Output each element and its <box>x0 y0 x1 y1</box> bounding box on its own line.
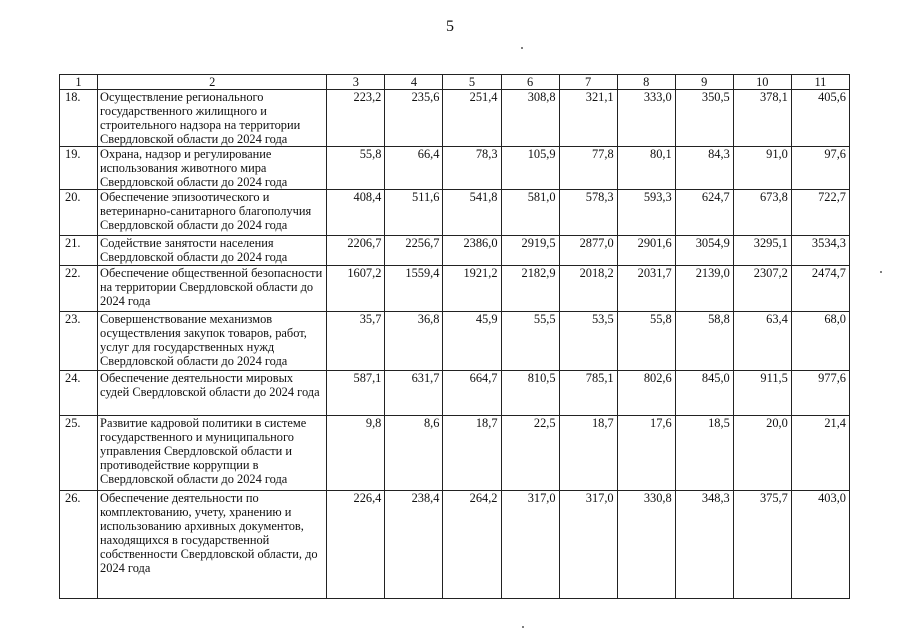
value-cell: 911,5 <box>733 371 791 416</box>
value-cell: 238,4 <box>385 491 443 599</box>
value-cell: 348,3 <box>675 491 733 599</box>
value-cell: 2182,9 <box>501 266 559 312</box>
row-number: 21. <box>60 236 98 266</box>
value-cell: 18,7 <box>443 416 501 491</box>
value-cell: 55,8 <box>617 312 675 371</box>
value-cell: 2139,0 <box>675 266 733 312</box>
header-row <box>60 75 850 90</box>
value-cell: 66,4 <box>385 147 443 190</box>
row-number: 25. <box>60 416 98 491</box>
column-header: 3 <box>327 75 385 90</box>
value-cell: 664,7 <box>443 371 501 416</box>
value-cell: 2474,7 <box>791 266 849 312</box>
value-cell: 18,7 <box>559 416 617 491</box>
row-number: 26. <box>60 491 98 599</box>
value-cell: 21,4 <box>791 416 849 491</box>
program-name: Содействие занятости населения Свердловской области до 2024 года <box>98 236 327 266</box>
value-cell: 375,7 <box>733 491 791 599</box>
program-name: Развитие кадровой политики в системе государственного и муниципального управления Свердловской области и противодействие коррупции в Свердловской области до 2024 года <box>98 416 327 491</box>
value-cell: 378,1 <box>733 90 791 147</box>
value-cell: 22,5 <box>501 416 559 491</box>
value-cell: 3534,3 <box>791 236 849 266</box>
value-cell: 511,6 <box>385 190 443 236</box>
value-cell: 2018,2 <box>559 266 617 312</box>
program-name: Обеспечение деятельности мировых судей Свердловской области до 2024 года <box>98 371 327 416</box>
value-cell: 333,0 <box>617 90 675 147</box>
value-cell: 321,1 <box>559 90 617 147</box>
column-header: 10 <box>733 75 791 90</box>
value-cell: 8,6 <box>385 416 443 491</box>
value-cell: 1607,2 <box>327 266 385 312</box>
value-cell: 593,3 <box>617 190 675 236</box>
value-cell: 2031,7 <box>617 266 675 312</box>
table-row <box>60 266 850 312</box>
program-name: Охрана, надзор и регулирование использования животного мира Свердловской области до 2024 года <box>98 147 327 190</box>
value-cell: 810,5 <box>501 371 559 416</box>
value-cell: 3054,9 <box>675 236 733 266</box>
row-number: 24. <box>60 371 98 416</box>
value-cell: 63,4 <box>733 312 791 371</box>
value-cell: 587,1 <box>327 371 385 416</box>
value-cell: 9,8 <box>327 416 385 491</box>
column-header: 9 <box>675 75 733 90</box>
value-cell: 18,5 <box>675 416 733 491</box>
value-cell: 251,4 <box>443 90 501 147</box>
column-header: 11 <box>791 75 849 90</box>
value-cell: 785,1 <box>559 371 617 416</box>
table-row <box>60 236 850 266</box>
value-cell: 408,4 <box>327 190 385 236</box>
value-cell: 97,6 <box>791 147 849 190</box>
row-number: 22. <box>60 266 98 312</box>
value-cell: 105,9 <box>501 147 559 190</box>
value-cell: 2256,7 <box>385 236 443 266</box>
value-cell: 53,5 <box>559 312 617 371</box>
value-cell: 673,8 <box>733 190 791 236</box>
value-cell: 2919,5 <box>501 236 559 266</box>
value-cell: 2206,7 <box>327 236 385 266</box>
value-cell: 581,0 <box>501 190 559 236</box>
value-cell: 80,1 <box>617 147 675 190</box>
table-row <box>60 90 850 147</box>
value-cell: 235,6 <box>385 90 443 147</box>
value-cell: 405,6 <box>791 90 849 147</box>
value-cell: 631,7 <box>385 371 443 416</box>
value-cell: 2386,0 <box>443 236 501 266</box>
value-cell: 977,6 <box>791 371 849 416</box>
table-row <box>60 147 850 190</box>
value-cell: 350,5 <box>675 90 733 147</box>
value-cell: 45,9 <box>443 312 501 371</box>
row-number: 18. <box>60 90 98 147</box>
value-cell: 17,6 <box>617 416 675 491</box>
row-number: 20. <box>60 190 98 236</box>
page-number: 5 <box>446 18 454 35</box>
value-cell: 624,7 <box>675 190 733 236</box>
value-cell: 541,8 <box>443 190 501 236</box>
value-cell: 1921,2 <box>443 266 501 312</box>
value-cell: 845,0 <box>675 371 733 416</box>
value-cell: 78,3 <box>443 147 501 190</box>
program-name: Осуществление регионального государственного жилищного и строительного надзора на территории Свердловской области до 2024 года <box>98 90 327 147</box>
value-cell: 2307,2 <box>733 266 791 312</box>
column-header: 5 <box>443 75 501 90</box>
table-row <box>60 416 850 491</box>
value-cell: 3295,1 <box>733 236 791 266</box>
value-cell: 308,8 <box>501 90 559 147</box>
scan-speck <box>522 626 524 628</box>
value-cell: 317,0 <box>501 491 559 599</box>
scan-speck <box>521 47 523 49</box>
value-cell: 91,0 <box>733 147 791 190</box>
value-cell: 77,8 <box>559 147 617 190</box>
value-cell: 68,0 <box>791 312 849 371</box>
program-name: Обеспечение деятельности по комплектованию, учету, хранению и использованию архивных документов, находящихся в государственной собственности Свердловской области, до 2024 года <box>98 491 327 599</box>
value-cell: 578,3 <box>559 190 617 236</box>
scan-speck <box>880 271 882 273</box>
program-name: Совершенствование механизмов осуществления закупок товаров, работ, услуг для государственных нужд Свердловской области до 2024 года <box>98 312 327 371</box>
value-cell: 264,2 <box>443 491 501 599</box>
value-cell: 84,3 <box>675 147 733 190</box>
value-cell: 403,0 <box>791 491 849 599</box>
row-number: 19. <box>60 147 98 190</box>
column-header: 4 <box>385 75 443 90</box>
value-cell: 1559,4 <box>385 266 443 312</box>
value-cell: 317,0 <box>559 491 617 599</box>
table-row <box>60 190 850 236</box>
program-name: Обеспечение общественной безопасности на территории Свердловской области до 2024 года <box>98 266 327 312</box>
value-cell: 802,6 <box>617 371 675 416</box>
value-cell: 58,8 <box>675 312 733 371</box>
value-cell: 2877,0 <box>559 236 617 266</box>
row-number: 23. <box>60 312 98 371</box>
value-cell: 330,8 <box>617 491 675 599</box>
value-cell: 2901,6 <box>617 236 675 266</box>
table-row <box>60 312 850 371</box>
budget-table <box>59 74 850 599</box>
column-header: 8 <box>617 75 675 90</box>
value-cell: 36,8 <box>385 312 443 371</box>
value-cell: 55,5 <box>501 312 559 371</box>
program-name: Обеспечение эпизоотического и ветеринарно-санитарного благополучия Свердловской области до 2024 года <box>98 190 327 236</box>
column-header: 2 <box>98 75 327 90</box>
value-cell: 35,7 <box>327 312 385 371</box>
value-cell: 55,8 <box>327 147 385 190</box>
column-header: 7 <box>559 75 617 90</box>
value-cell: 20,0 <box>733 416 791 491</box>
column-header: 6 <box>501 75 559 90</box>
value-cell: 223,2 <box>327 90 385 147</box>
column-header: 1 <box>60 75 98 90</box>
table-row <box>60 491 850 599</box>
value-cell: 226,4 <box>327 491 385 599</box>
table-row <box>60 371 850 416</box>
value-cell: 722,7 <box>791 190 849 236</box>
